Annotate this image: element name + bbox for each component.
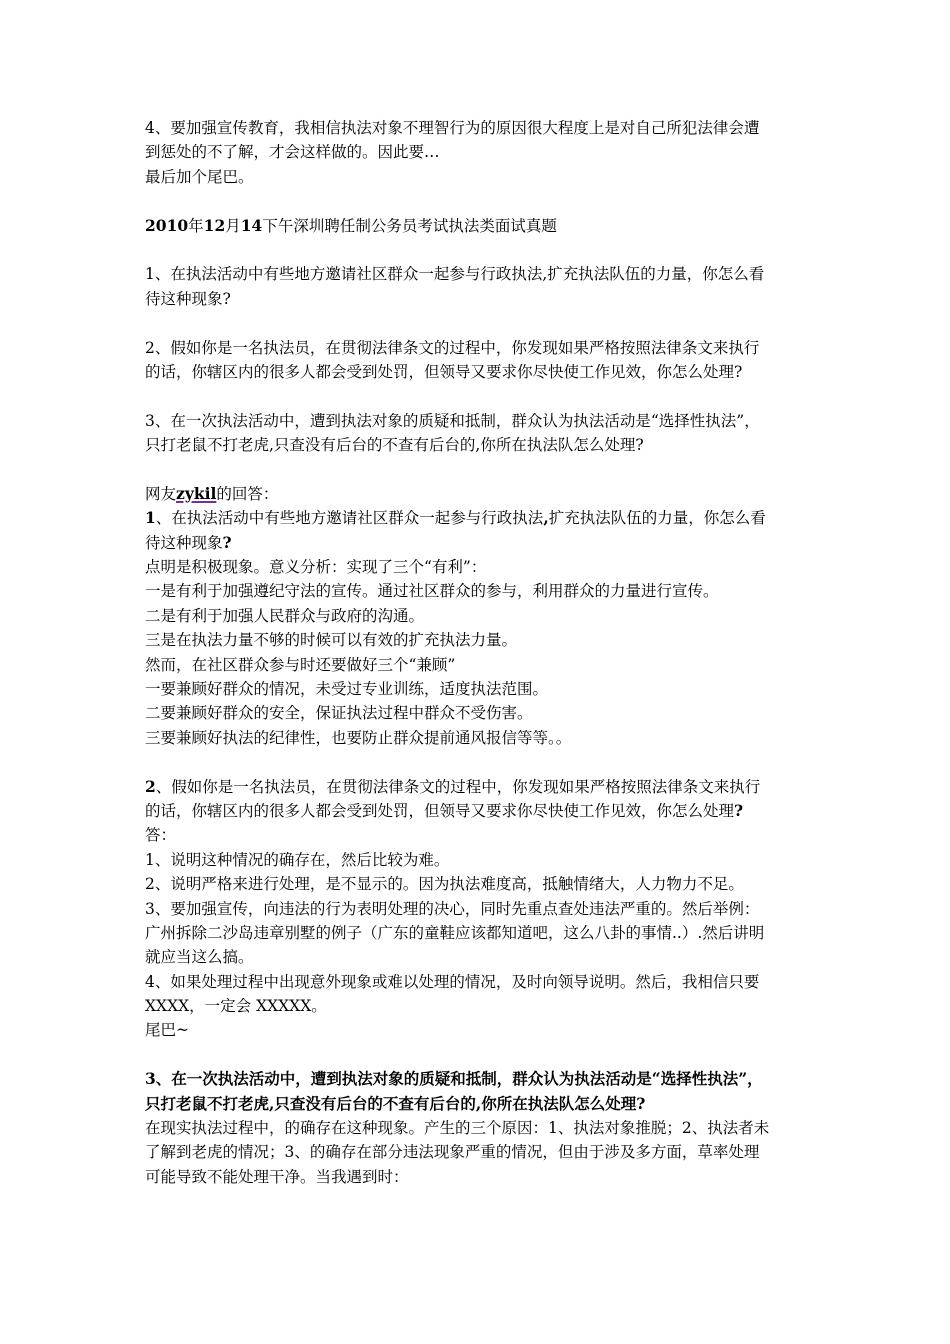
title-year-unit: 年 (188, 216, 204, 235)
question3-line2: 只打老鼠不打老虎,只查没有后台的不查有后台的,你所在执法队怎么处理? (145, 436, 644, 455)
answer2-question-text: 、假如你是一名执法员，在贯彻法律条文的过程中，你发现如果严格按照法律条文来执行 (155, 777, 761, 796)
blank-line (145, 311, 813, 335)
answer2-text-line: 2、说明严格来进行处理，是不显示的。因为执法难度高，抵触情绪大，人力物力不足。 (145, 875, 744, 894)
answer2-question-line2-text: 的话，你辖区内的很多人都会受到处罚，但领导又要求你尽快使工作见效，你怎么处理 (145, 801, 735, 820)
answer1-text-line: 一要兼顾好群众的情况，未受过专业训练，适度执法范围。 (145, 679, 549, 698)
answer2-text-line: 就应当这么搞。 (145, 948, 254, 967)
answer-header-suffix: 的回答： (216, 484, 279, 503)
document-page (145, 116, 813, 1189)
answer1-text-line: 一是有利于加强遵纪守法的宣传。通过社区群众的参与，利用群众的力量进行宣传。 (145, 582, 719, 601)
answer1-text-line: 二要兼顾好群众的安全，保证执法过程中群众不受伤害。 (145, 704, 533, 723)
answer1-text-line: 二是有利于加强人民群众与政府的沟通。 (145, 606, 425, 625)
blank-line (145, 457, 813, 481)
answer2-question-line2 (145, 799, 813, 823)
answer2-text-line: 3、要加强宣传，向违法的行为表明处理的决心，同时先重点查处违法严重的。然后举例： (145, 899, 760, 918)
answer3-text-line: 了解到老虎的情况；3、的确存在部分违法现象严重的情况，但由于涉及多方面，草率处理 (145, 1143, 760, 1162)
intro-point4-line1: 4、要加强宣传教育，我相信执法对象不理智行为的原因很大程度上是对自己所犯法律会遭 (145, 119, 760, 137)
answer2-text-line: 答： (145, 826, 177, 845)
blank-line (145, 384, 813, 408)
blank-line (145, 189, 813, 213)
answer3-text-line: 在现实执法过程中，的确存在这种现象。产生的三个原因：1、执法对象推脱；2、执法者未 (145, 1119, 770, 1138)
answer1-text-line: 三要兼顾好执法的纪律性，也要防止群众提前通风报信等等。。 (145, 728, 572, 747)
answer2-text-line: XXXX，一定会 XXXXX。 (145, 997, 327, 1016)
answer1-text-line: 点明是积极现象。意义分析：实现了三个“有利”： (145, 558, 487, 577)
answer1-question-mark: ? (222, 532, 232, 552)
answer2-text-line: 尾巴~ (145, 1021, 189, 1040)
question2-line2: 的话，你辖区内的很多人都会受到处罚，但领导又要求你尽快使工作见效，你怎么处理? (145, 362, 743, 381)
answer2-question-mark: ? (734, 800, 744, 820)
exam-title (145, 214, 813, 238)
answer1-text-line: 三是在执法力量不够的时候可以有效的扩充执法力量。 (145, 631, 518, 650)
intro-point4-line2: 到惩处的不了解，才会这样做的。因此要… (145, 143, 440, 162)
blank-line (145, 750, 813, 774)
answer3-question-line2: 只打老鼠不打老虎,只查没有后台的不查有后台的,你所在执法队怎么处理? (145, 1093, 646, 1113)
question1-line2: 待这种现象? (145, 289, 231, 308)
answer1-question-comma: , (543, 508, 549, 528)
answer-header-prefix: 网友 (145, 484, 177, 503)
answer1-question-text: 、在执法活动中有些地方邀请社区群众一起参与行政执法 (155, 509, 544, 528)
answer2-question-line1 (145, 775, 813, 799)
answer1-text-line: 然而，在社区群众参与时还要做好三个“兼顾” (145, 655, 456, 674)
title-rest: 下午深圳聘任制公务员考试执法类面试真题 (262, 216, 557, 235)
answer1-question-line2 (145, 531, 813, 555)
answer3-text-line: 可能导致不能处理干净。当我遇到时： (145, 1167, 409, 1186)
answer1-question-number: 1 (145, 508, 156, 528)
title-month-unit: 月 (225, 216, 241, 235)
answer3-question-line1: 3、在一次执法活动中，遭到执法对象的质疑和抵制，群众认为执法活动是“选择性执法”， (145, 1069, 763, 1089)
answer1-question-tail: 扩充执法队伍的力量，你怎么看 (548, 509, 766, 528)
blank-line (145, 1043, 813, 1067)
answer1-question-line2-text: 待这种现象 (145, 533, 223, 552)
title-year: 2010 (145, 215, 189, 235)
intro-tail: 最后加个尾巴。 (145, 167, 254, 186)
blank-line (145, 238, 813, 262)
answer2-text-line: 4、如果处理过程中出现意外现象或难以处理的情况，及时向领导说明。然后，我相信只要 (145, 972, 760, 991)
user-link-zykil[interactable]: zykil (176, 483, 217, 503)
title-day: 14 (240, 215, 263, 235)
answer2-text-line: 广州拆除二沙岛违章别墅的例子（广东的童鞋应该都知道吧，这么八卦的事情..）.然后讲明 (145, 923, 765, 942)
answer-header (145, 482, 813, 506)
question3-line1: 3、在一次执法活动中，遭到执法对象的质疑和抵制，群众认为执法活动是“选择性执法”， (145, 411, 760, 430)
answer2-text-line: 1、说明这种情况的确存在，然后比较为难。 (145, 850, 450, 869)
question2-line1: 2、假如你是一名执法员，在贯彻法律条文的过程中，你发现如果严格按照法律条文来执行 (145, 338, 760, 357)
answer1-question-line1 (145, 506, 813, 530)
answer2-question-number: 2 (145, 776, 156, 796)
title-month: 12 (203, 215, 226, 235)
question1-line1: 1、在执法活动中有些地方邀请社区群众一起参与行政执法,扩充执法队伍的力量，你怎么看 (145, 265, 765, 284)
